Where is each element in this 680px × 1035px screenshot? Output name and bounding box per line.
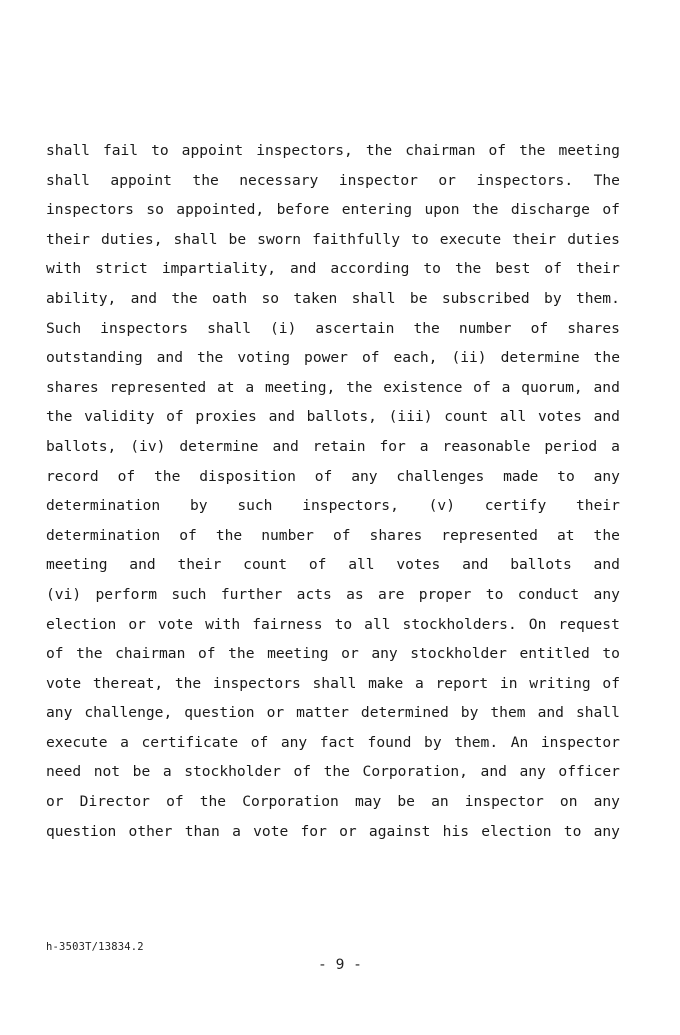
word: a — [419, 437, 429, 455]
word: of — [166, 793, 184, 811]
word: sworn — [257, 230, 302, 248]
word: a — [415, 674, 424, 692]
word: the — [154, 467, 181, 485]
word: and — [462, 556, 489, 574]
word: faithfully — [312, 230, 401, 248]
word: of — [332, 526, 351, 544]
word: shall — [46, 171, 90, 189]
word: inspector — [338, 171, 418, 189]
word: be — [132, 763, 151, 781]
word: the — [346, 378, 373, 396]
word: the — [46, 408, 73, 426]
word: of — [473, 378, 491, 396]
word: matter — [296, 704, 349, 722]
word: need — [46, 763, 82, 781]
word: any — [519, 763, 546, 781]
word: any — [593, 793, 620, 811]
word: and — [593, 556, 620, 574]
word: oath — [212, 289, 248, 307]
word: appointed, — [176, 201, 265, 219]
word: (v) — [428, 497, 455, 515]
word: their — [177, 556, 222, 574]
word: of — [314, 467, 333, 485]
word: execute — [46, 733, 108, 751]
word: election — [481, 822, 552, 840]
word: Corporation — [242, 793, 339, 811]
word: of — [166, 408, 184, 426]
word: the — [365, 142, 393, 159]
word: count — [243, 556, 288, 574]
word: ability, — [46, 289, 117, 307]
word: determined — [360, 704, 449, 722]
word: ballots, — [306, 408, 377, 426]
word: acts — [296, 585, 332, 603]
word: shares — [567, 319, 620, 337]
word: (i) — [270, 319, 297, 337]
word: power — [304, 349, 348, 367]
word: so — [146, 201, 164, 219]
word: any — [280, 733, 308, 751]
text-line — [46, 168, 620, 198]
word: be — [228, 230, 247, 248]
word: and — [480, 763, 507, 781]
word: of — [197, 645, 216, 663]
word: determine — [179, 437, 259, 455]
word: for — [300, 822, 327, 840]
word: inspectors — [100, 319, 189, 337]
page-number: - 9 - — [318, 956, 362, 973]
word: and — [156, 349, 183, 367]
text-line — [46, 404, 620, 434]
word: the — [196, 349, 224, 367]
word: such — [237, 497, 273, 515]
word: inspectors, — [302, 497, 399, 515]
word: conduct — [517, 585, 580, 603]
word: upon — [424, 201, 460, 219]
word: further — [220, 585, 283, 603]
document-code: h-3503T/13834.2 — [46, 941, 144, 953]
word: of — [530, 319, 549, 337]
word: meeting — [558, 142, 620, 159]
word: their — [512, 230, 557, 248]
word: ascertain — [315, 319, 395, 337]
word: vote — [157, 615, 194, 633]
word: an — [431, 793, 449, 811]
word: shall — [46, 142, 90, 159]
word: make — [368, 674, 404, 692]
word: of — [117, 467, 136, 485]
word: them. — [454, 733, 499, 751]
word: best — [495, 260, 531, 278]
word: by — [460, 704, 479, 722]
word: (iv) — [130, 437, 166, 455]
word: a — [611, 437, 620, 455]
text-line — [46, 641, 620, 671]
word: each, — [393, 349, 438, 367]
word: shall — [575, 704, 620, 722]
word: (vi) — [46, 585, 82, 603]
word: on — [559, 793, 578, 811]
word: taken — [293, 289, 338, 307]
word: to — [485, 585, 504, 603]
word: before — [276, 201, 330, 219]
word: votes — [537, 408, 582, 426]
word: for — [379, 437, 406, 455]
word: ballots, — [46, 437, 117, 455]
word: entering — [341, 201, 413, 219]
word: challenge, — [84, 704, 173, 722]
word: necessary — [239, 171, 319, 189]
text-line — [46, 434, 620, 464]
word: certify — [484, 497, 547, 515]
word: number — [458, 319, 512, 337]
word: a — [232, 822, 241, 840]
word: or — [341, 645, 359, 663]
word: at — [217, 378, 235, 396]
word: reasonable — [442, 437, 531, 455]
word: to — [557, 467, 575, 485]
word: a — [120, 733, 129, 751]
word: his — [442, 822, 470, 840]
word: the — [413, 319, 440, 337]
word: their — [46, 230, 90, 248]
word: inspectors — [212, 674, 301, 692]
word: the — [174, 674, 202, 692]
word: perform — [95, 585, 157, 603]
word: vote — [46, 674, 82, 692]
word: outstanding — [46, 349, 143, 367]
word: disposition — [199, 467, 296, 485]
word: Corporation, — [362, 763, 468, 781]
word: any — [593, 822, 620, 840]
text-line — [46, 582, 620, 612]
word: entitled — [519, 645, 590, 663]
word: or — [438, 171, 456, 189]
word: inspectors — [46, 201, 134, 219]
word: the — [199, 793, 227, 811]
word: their — [575, 260, 620, 278]
text-line — [46, 552, 620, 582]
text-line — [46, 671, 620, 701]
word: or — [46, 793, 64, 811]
word: of — [179, 526, 197, 544]
word: in — [499, 674, 518, 692]
word: stockholders. — [402, 615, 517, 633]
word: officer — [558, 763, 620, 781]
word: made — [503, 467, 539, 485]
word: request — [558, 615, 620, 633]
word: fail — [102, 142, 139, 159]
word: question — [184, 704, 255, 722]
text-line — [46, 700, 620, 730]
word: impartiality, — [161, 260, 277, 278]
word: shares — [369, 526, 423, 544]
word: and — [537, 704, 564, 722]
word: determination — [46, 497, 161, 515]
word: with — [46, 260, 82, 278]
word: inspector — [464, 793, 544, 811]
word: fact — [319, 733, 355, 751]
word: of — [361, 349, 380, 367]
word: any — [46, 704, 73, 722]
word: by — [424, 733, 442, 751]
word: chairman — [405, 142, 476, 159]
word: all — [499, 408, 527, 426]
word: validity — [84, 408, 155, 426]
text-line — [46, 345, 620, 375]
word: number — [261, 526, 314, 544]
word: any — [593, 467, 620, 485]
word: strict — [95, 260, 148, 278]
word: shall — [351, 289, 396, 307]
word: record — [46, 467, 99, 485]
word: than — [184, 822, 220, 840]
body-text — [46, 138, 620, 848]
word: not — [93, 763, 121, 781]
word: any — [371, 645, 398, 663]
word: the — [454, 260, 482, 278]
word: the — [171, 289, 198, 307]
word: ballots — [510, 556, 572, 574]
word: certificate — [141, 733, 239, 751]
word: any — [593, 585, 620, 603]
word: thereat, — [92, 674, 164, 692]
word: chairman — [115, 645, 186, 663]
text-line — [46, 493, 620, 523]
text-line — [46, 286, 620, 316]
word: discharge — [510, 201, 590, 219]
word: of — [308, 556, 327, 574]
word: and — [268, 408, 295, 426]
word: writing — [529, 674, 591, 692]
text-line — [46, 523, 620, 553]
word: count — [444, 408, 489, 426]
word: and — [290, 260, 317, 278]
word: by — [189, 497, 208, 515]
word: or — [339, 822, 357, 840]
text-line — [46, 759, 620, 789]
word: fairness — [252, 615, 323, 633]
text-line — [46, 789, 620, 819]
word: are — [378, 585, 405, 603]
text-line — [46, 819, 620, 849]
word: be — [409, 289, 428, 307]
word: (iii) — [388, 408, 433, 426]
word: be — [397, 793, 415, 811]
word: challenges — [396, 467, 485, 485]
word: the — [215, 526, 243, 544]
word: to — [563, 822, 582, 840]
word: and — [593, 408, 620, 426]
word: to — [602, 645, 620, 663]
word: meeting — [267, 645, 329, 663]
word: The — [593, 171, 620, 189]
word: the — [192, 171, 219, 189]
word: voting — [237, 349, 291, 367]
word: or — [128, 615, 146, 633]
word: shares — [46, 378, 99, 396]
word: of — [602, 201, 620, 219]
text-line — [46, 138, 620, 168]
word: at — [556, 526, 575, 544]
word: the — [593, 526, 620, 544]
word: the — [76, 645, 103, 663]
word: period — [544, 437, 598, 455]
word: such — [171, 585, 207, 603]
word: and — [272, 437, 299, 455]
word: against — [368, 822, 431, 840]
word: Such — [46, 319, 82, 337]
word: quorum, — [521, 378, 583, 396]
word: with — [205, 615, 241, 633]
word: Director — [79, 793, 150, 811]
word: represented — [441, 526, 538, 544]
word: votes — [396, 556, 441, 574]
word: the — [519, 142, 546, 159]
text-line — [46, 464, 620, 494]
word: subscribed — [441, 289, 530, 307]
word: election — [46, 615, 117, 633]
word: as — [346, 585, 364, 603]
word: a — [501, 378, 511, 396]
word: a — [245, 378, 255, 396]
word: stockholder — [410, 645, 507, 663]
word: to — [411, 230, 429, 248]
word: the — [228, 645, 255, 663]
word: proper — [418, 585, 472, 603]
word: to — [334, 615, 353, 633]
word: of — [602, 674, 620, 692]
word: shall — [173, 230, 218, 248]
word: execute — [439, 230, 502, 248]
word: shall — [207, 319, 251, 337]
word: and — [593, 378, 620, 396]
word: (ii) — [451, 349, 487, 367]
word: other — [128, 822, 173, 840]
word: so — [261, 289, 280, 307]
word: any — [351, 467, 378, 485]
word: appoint — [181, 142, 244, 159]
word: meeting — [46, 556, 108, 574]
word: represented — [109, 378, 207, 396]
word: according — [330, 260, 410, 278]
text-line — [46, 316, 620, 346]
word: determine — [500, 349, 580, 367]
word: them — [490, 704, 526, 722]
word: found — [367, 733, 412, 751]
word: them. — [575, 289, 620, 307]
text-line — [46, 375, 620, 405]
word: may — [354, 793, 382, 811]
word: or — [266, 704, 285, 722]
text-line — [46, 612, 620, 642]
word: proxies — [195, 408, 257, 426]
word: existence — [383, 378, 463, 396]
word: inspector — [540, 733, 620, 751]
word: by — [544, 289, 562, 307]
word: and — [129, 556, 156, 574]
word: all — [348, 556, 375, 574]
word: of — [250, 733, 269, 751]
word: the — [593, 349, 620, 367]
word: appoint — [110, 171, 172, 189]
word: meeting, — [265, 378, 336, 396]
word: of — [293, 763, 312, 781]
word: inspectors. — [476, 171, 574, 189]
word: An — [510, 733, 529, 751]
word: and — [130, 289, 157, 307]
word: report — [435, 674, 489, 692]
text-line — [46, 730, 620, 760]
word: of — [488, 142, 507, 159]
word: to — [151, 142, 169, 159]
text-line — [46, 256, 620, 286]
word: duties, — [100, 230, 163, 248]
word: question — [46, 822, 117, 840]
word: stockholder — [184, 763, 281, 781]
word: the — [472, 201, 499, 219]
word: vote — [253, 822, 289, 840]
word: to — [423, 260, 441, 278]
word: retain — [312, 437, 366, 455]
word: On — [528, 615, 547, 633]
word: all — [364, 615, 391, 633]
word: of — [544, 260, 562, 278]
text-line — [46, 197, 620, 227]
word: their — [576, 497, 620, 515]
word: a — [162, 763, 172, 781]
word: of — [46, 645, 64, 663]
word: the — [323, 763, 350, 781]
text-line — [46, 227, 620, 257]
word: determination — [46, 526, 161, 544]
word: shall — [312, 674, 357, 692]
word: duties — [567, 230, 620, 248]
word: inspectors, — [256, 142, 353, 159]
